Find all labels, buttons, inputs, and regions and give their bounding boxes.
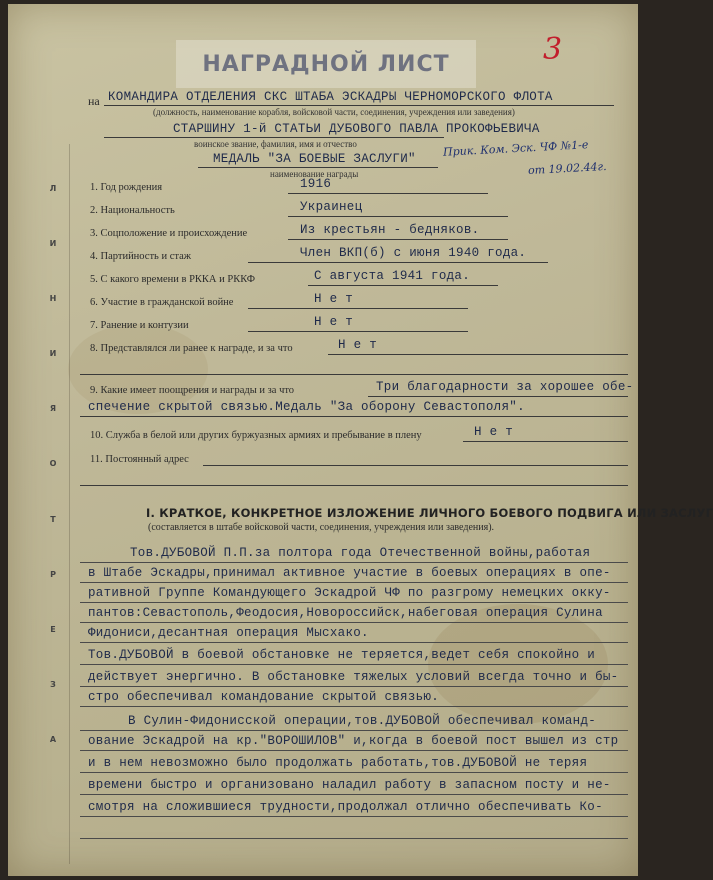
- field-label-address: 11. Постоянный адрес: [90, 454, 189, 465]
- side-letter: Л: [49, 184, 57, 193]
- field-value-commendations: Три благодарности за хорошее обе-: [376, 380, 634, 394]
- body-line: смотря на сложившиеся трудности,продолжал отлично обеспечивать Ко-: [88, 800, 603, 814]
- field-value-party: Член ВКП(б) с июня 1940 года.: [300, 246, 527, 260]
- side-letter: А: [49, 734, 57, 744]
- position-underline: [104, 105, 614, 106]
- body-line: и в нем невозможно было продолжать работать,тов.ДУБОВОЙ не теряя: [88, 756, 588, 770]
- body-line: пантов:Севастополь,Феодосия,Новороссийск,набеговая операция Сулина: [88, 606, 603, 620]
- field-value-service-start: С августа 1941 года.: [314, 269, 471, 283]
- ruled-line: [80, 664, 628, 665]
- cut-line-side-text: [46, 184, 60, 744]
- body-line: действует энергично. В обстановке тяжелых условий всегда точно и бы-: [88, 670, 619, 684]
- ruled-line: [80, 730, 628, 731]
- body-line: времени быстро и организовано наладил работу в запасном посту и не-: [88, 778, 611, 792]
- field-label-previous-award: 8. Представлялся ли ранее к награде, и за что: [90, 343, 293, 354]
- side-letter: Р: [50, 569, 56, 579]
- field-label-civil-war: 6. Участие в гражданской войне: [90, 297, 234, 308]
- body-line: в Штабе Эскадры,принимал активное участие в боевых операциях в опе-: [88, 566, 611, 580]
- field-value-social-status: Из крестьян - бедняков.: [300, 223, 480, 237]
- field-label-birth-year: 1. Год рождения: [90, 182, 163, 193]
- field-underline: [288, 239, 508, 240]
- body-line: ование Эскадрой на кр."ВОРОШИЛОВ" и,когда в боевой пост вышел из стр: [88, 734, 619, 748]
- position-caption: (должность, наименование корабля, войсковой части, соединения, учреждения или заведения): [153, 107, 515, 117]
- body-line: стро обеспечивал командование скрытой связью.: [88, 690, 440, 704]
- field-label-wounds: 7. Ранение и контузии: [90, 320, 189, 331]
- person-value: СТАРШИНУ 1-й СТАТЬИ ДУБОВОГО ПАВЛА ПРОКОФЬЕВИЧА: [173, 122, 540, 136]
- side-letter: З: [50, 679, 56, 689]
- ruled-line: [80, 642, 628, 643]
- body-line: Тов.ДУБОВОЙ П.П.за полтора года Отечественной войны,работая: [130, 546, 591, 560]
- side-letter: Е: [50, 624, 56, 634]
- ruled-line: [80, 706, 628, 707]
- ruled-line: [80, 582, 628, 583]
- field-value-civil-war: Н е т: [314, 292, 354, 306]
- margin-line: [69, 144, 70, 864]
- ruled-line: [80, 686, 628, 687]
- field-underline: [248, 262, 548, 263]
- ruled-line: [80, 794, 628, 795]
- field-value-previous-award: Н е т: [338, 338, 378, 352]
- field-underline: [463, 441, 628, 442]
- award-caption: наименование награды: [270, 169, 359, 179]
- side-letter: И: [49, 239, 57, 249]
- field-underline: [248, 331, 468, 332]
- field-underline: [288, 193, 488, 194]
- blank-line: [80, 374, 628, 375]
- field-label-commendations: 9. Какие имеет поощрения и награды и за что: [90, 385, 295, 396]
- side-letter: Т: [50, 514, 56, 524]
- person-underline: [104, 137, 444, 138]
- field-value-commendations-cont: спечение скрытой связью.Медаль "За оборону Севастополя".: [88, 400, 525, 414]
- field-value-wounds: Н е т: [314, 315, 354, 329]
- field-underline: [308, 285, 498, 286]
- field-label-nationality: 2. Национальность: [90, 205, 175, 216]
- ruled-line: [80, 750, 628, 751]
- field-underline: [80, 416, 628, 417]
- ruled-line: [80, 772, 628, 773]
- handwritten-date-note: от 19.02.44г.: [527, 159, 607, 178]
- side-letter: И: [49, 349, 57, 359]
- award-underline: [198, 167, 438, 168]
- field-underline: [288, 216, 508, 217]
- header-prefix: на: [88, 94, 100, 108]
- field-underline: [203, 465, 628, 466]
- handwritten-order-note: Прик. Ком. Эск. ЧФ №1-е: [442, 138, 589, 159]
- field-underline: [368, 396, 628, 397]
- body-line: Фидониси,десантная операция Мысхако.: [88, 626, 369, 640]
- field-label-white-army: 10. Служба в белой или других буржуазных армиях и пребывание в плену: [90, 430, 422, 441]
- ruled-line: [80, 562, 628, 563]
- section-caption: (составляется в штабе войсковой части, соединения, учреждения или заведения).: [148, 522, 495, 533]
- person-caption: воинское звание, фамилия, имя и отчество: [194, 139, 357, 149]
- award-value: МЕДАЛЬ "ЗА БОЕВЫЕ ЗАСЛУГИ": [213, 152, 416, 166]
- award-sheet: [8, 4, 713, 876]
- ruled-line: [80, 838, 628, 839]
- side-letter: Я: [49, 404, 57, 414]
- blank-line: [80, 485, 628, 486]
- body-line: В Сулин-Фидонисской операции,тов.ДУБОВОЙ обеспечивал команд-: [128, 714, 597, 728]
- field-value-birth-year: 1916: [300, 177, 332, 191]
- ruled-line: [80, 816, 628, 817]
- body-line: Тов.ДУБОВОЙ в боевой обстановке не теряется,ведет себя спокойно и: [88, 648, 596, 662]
- ruled-line: [80, 602, 628, 603]
- field-label-party: 4. Партийность и стаж: [90, 251, 192, 262]
- field-underline: [248, 308, 468, 309]
- field-value-nationality: Украинец: [300, 200, 363, 214]
- body-line: ративной Группе Командующего Эскадрой ЧФ по разгрому немецких окку-: [88, 586, 611, 600]
- ruled-line: [80, 622, 628, 623]
- field-label-service-start: 5. С какого времени в РККА и РККФ: [90, 274, 256, 285]
- document-title: НАГРАДНОЙ ЛИСТ: [176, 40, 476, 88]
- field-underline: [328, 354, 628, 355]
- side-letter: О: [49, 459, 57, 469]
- field-label-social-status: 3. Соцположение и происхождение: [90, 228, 248, 239]
- field-value-white-army: Н е т: [474, 425, 514, 439]
- side-letter: Н: [49, 294, 57, 304]
- position-value: КОМАНДИРА ОТДЕЛЕНИЯ СКС ШТАБА ЭСКАДРЫ ЧЕРНОМОРСКОГО ФЛОТА: [108, 90, 553, 104]
- section-heading: I. КРАТКОЕ, КОНКРЕТНОЕ ИЗЛОЖЕНИЕ ЛИЧНОГО БОЕВОГО ПОДВИГА ИЛИ ЗАСЛУГ: [146, 506, 713, 520]
- page-number: 3: [543, 32, 563, 67]
